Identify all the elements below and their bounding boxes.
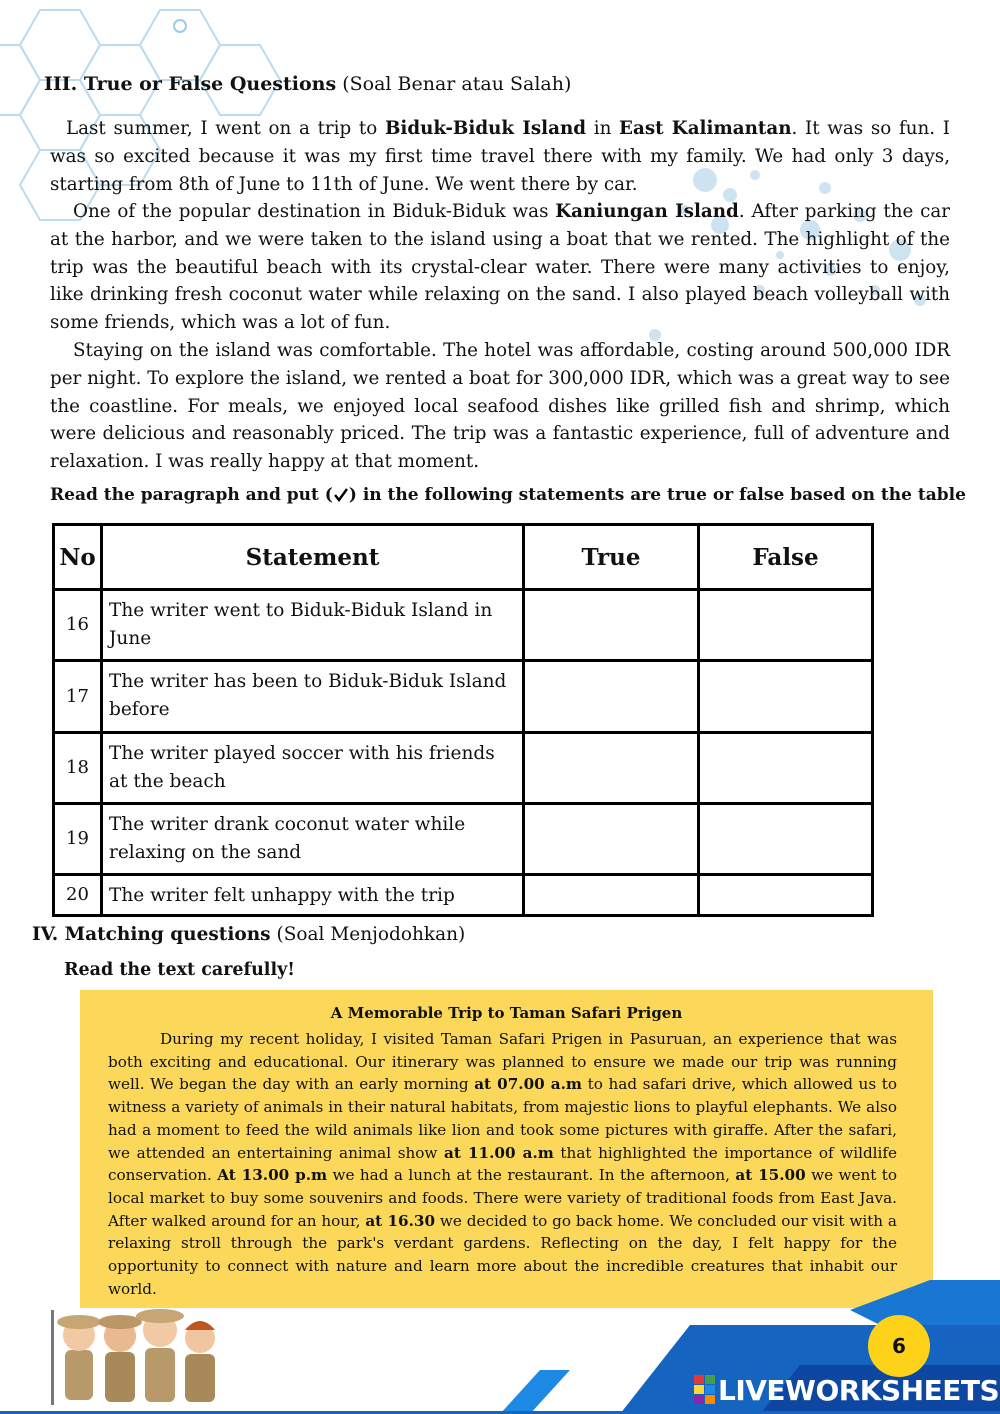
table-row (54, 590, 873, 661)
false-answer-cell[interactable] (699, 804, 873, 875)
section-4-title: IV. Matching questions (Soal Menjodohkan) (32, 924, 466, 945)
true-answer-cell[interactable] (524, 590, 699, 661)
row-statement: The writer drank coconut water while relaxing on the sand (102, 804, 524, 875)
liveworksheets-brand-text: LIVEWORKSHEETS (718, 1373, 1000, 1407)
row-number: 20 (54, 875, 102, 916)
true-false-table (52, 523, 874, 917)
instruction-text: Read the paragraph and put ( ) in the following statements are true or false based on the table (50, 485, 966, 505)
true-answer-cell[interactable] (524, 732, 699, 803)
header-no: No (54, 525, 102, 590)
row-number: 17 (54, 661, 102, 732)
table-row (54, 875, 873, 916)
row-number: 18 (54, 732, 102, 803)
reading-text-box (80, 990, 933, 1308)
row-statement: The writer has been to Biduk-Biduk Island before (102, 661, 524, 732)
table-row (54, 661, 873, 732)
row-number: 19 (54, 804, 102, 875)
row-number: 16 (54, 590, 102, 661)
passage-paragraph-1: Last summer, I went on a trip to Biduk-Biduk Island in East Kalimantan. It was so fun. I was so excited because it was my first time travel there with my family. We had only 3 days, starting from 8th of June to 11th of June. We went there by car. (50, 118, 950, 195)
false-answer-cell[interactable] (699, 875, 873, 916)
true-answer-cell[interactable] (524, 661, 699, 732)
checkmark-icon (333, 487, 349, 503)
liveworksheets-logo-icon (694, 1375, 716, 1405)
passage-paragraph-3: Staying on the island was comfortable. The hotel was affordable, costing around 500,000 IDR per night. To explore the island, we rented a boat for 300,000 IDR, which was a great way to see the coastline. For meals, we enjoyed local seafood dishes like grilled fish and shrimp, which were delicious and reasonably priced. The trip was a fantastic experience, full of adventure and relaxation. I was really happy at that moment. (50, 340, 950, 473)
table-row (54, 804, 873, 875)
row-statement: The writer played soccer with his friends at the beach (102, 732, 524, 803)
true-answer-cell[interactable] (524, 804, 699, 875)
false-answer-cell[interactable] (699, 590, 873, 661)
story-title: A Memorable Trip to Taman Safari Prigen (330, 1004, 683, 1022)
table-row (54, 732, 873, 803)
header-statement: Statement (102, 525, 524, 590)
table-header-row (54, 525, 873, 590)
section-3-title: III. True or False Questions (Soal Benar atau Salah) (44, 73, 572, 95)
passage-paragraph-2: One of the popular destination in Biduk-Biduk was Kaniungan Island. After parking the car at the harbor, and we were taken to the island using a boat that we rented. The highlight of the trip was the beautiful beach with its crystal-clear water. There were many activities to enjoy, like drinking fresh coconut water while relaxing on the sand. I also played beach volleyball with some friends, which was a lot of fun. (50, 201, 950, 334)
row-statement: The writer felt unhappy with the trip (102, 875, 524, 916)
read-instruction: Read the text carefully! (64, 960, 295, 980)
row-statement: The writer went to Biduk-Biduk Island in June (102, 590, 524, 661)
page-number-badge: 6 (868, 1315, 930, 1377)
header-false: False (699, 525, 873, 590)
header-true: True (524, 525, 699, 590)
story-body: During my recent holiday, I visited Taman Safari Prigen in Pasuruan, an experience that was both exciting and educational. Our itinerary was planned to ensure we made our trip was running well. We began the day with an early morning at 07.00 a.m to had safari drive, which allowed us to witness a variety of animals in their natural habitats, from majestic lions to playful elephants. We also had a moment to feed the wild animals like lion and took some pictures with giraffe. After the safari, we attended an entertaining animal show at 11.00 a.m that highlighted the importance of wildlife conservation. At 13.00 p.m we had a lunch at the restaurant. In the afternoon, at 15.00 we went to local market to buy some souvenirs and foods. There were variety of traditional foods from East Java. After walked around for an hour, at 16.30 we decided to go back home. We concluded our visit with a relaxing stroll through the park's verdant gardens. Reflecting on the day, I felt happy for the opportunity to connect with nature and learn more about the incredible creatures that inhabit our world. (108, 1030, 898, 1298)
kids-explorers-illustration (45, 1280, 245, 1408)
false-answer-cell[interactable] (699, 661, 873, 732)
false-answer-cell[interactable] (699, 732, 873, 803)
liveworksheets-logo (694, 1372, 999, 1408)
true-answer-cell[interactable] (524, 875, 699, 916)
